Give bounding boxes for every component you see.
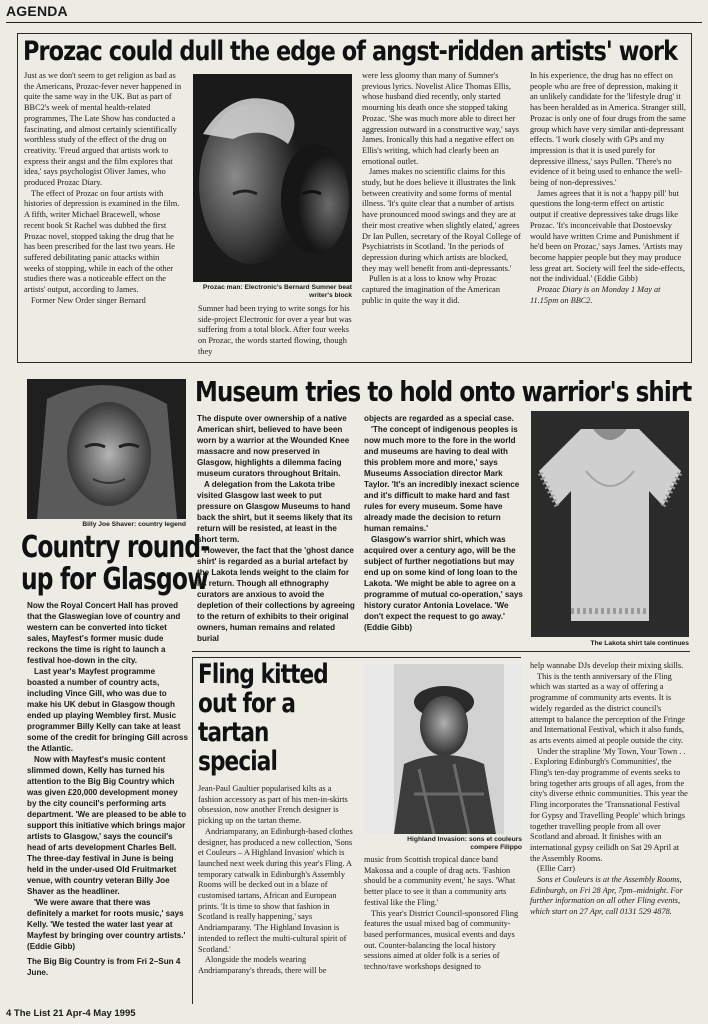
fling-headline-line-4: special	[198, 746, 277, 777]
prozac-column-2: Sumner had been trying to write songs for his side-project Electronic for over a year but was suffering from a total block. After four weeks on Prozac, the words started flowing, though they	[198, 304, 352, 356]
lakota-caption: The Lakota shirt tale continues	[590, 640, 689, 647]
ghost-dance-shirt-art	[531, 411, 689, 637]
museum-column-2: objects are regarded as a special case. 'The concept of indigenous peoples is now much more to the fore in the world and museums are having to deal with this problem more and more,' says Museums Association director Mark Taylor. 'It's an incredibly inexact science and it's difficult to make hard and fast rules for every museum. Some have already made the decision to return human remains.' Glasgow's warrior shirt, which was acquired over a century ago, will be the subject of further negotiations but may end up on some kind of long loan to the Lakota. 'We might be able to agree on a programme of mutual co-operation,' says history curator Antonia Lovelace. 'We don't expect the request to go away.' (Eddie Gibb)	[364, 414, 523, 632]
prozac-photo	[193, 74, 352, 282]
bernard-sumner-photo-art	[193, 74, 352, 282]
fling-column-1: Jean-Paul Gaultier popularised kilts as a fashion accessory as part of his men-in-skirts obsession, now another French designer is picking up on the tartan theme. Andriamparany, an Edinburgh-based clothes designer, has produced a new collection, 'Sons et Couleurs – A Highland Invasion' which is launched next week during this year's Fling. A temporary catwalk in Edinburgh's Assembly Rooms will be decked out in a blaze of customised tartans, African and European prints. 'It is time to show that fashion in Scotland is really happening,' says Andriamparany. 'The Highland Invasion is intended to reflect the multi-cultural spirit of Scotland.' Alongside the models wearing Andriamparany's threads, there will be	[198, 784, 353, 975]
prozac-column-1: Just as we don't seem to get religion as bad as the Americans, Prozac-fever never happened in quite the same way in the UK. But as part of BBC2's week of mental health-related programmes, The Late Show has conducted a fascinating, and almost certainly scientifically worthless study of the effect of the drug on creativity. 'Freud argued that artists work to express their angst and the film explores that idea,' says psychologist Oliver James, who produced Prozac Diary. The effect of Prozac on four artists with histories of depression is examined in the film. A fifth, writer Michael Bracewell, whose recent book St Rachel was dubbed the first Prozac novel, stopped taking the drug that he has been prescribed for the last two years. He suffered debilitating panic attacks within weeks of stopping, while in each of the other studies there was a noticeable effect on the artists' output, according to James. Former New Order singer Bernard	[24, 71, 182, 305]
museum-column-1: The dispute over ownership of a native American shirt, believed to have been worn by a warrior at the Wounded Knee massacre and now preserved in Glasgow, highlights a dilemma facing museum curators throughout Britain. A delegation from the Lakota tribe visited Glasgow last week to put pressure on Glasgow Museums to hand back the shirt, but it seems likely that its return will be resisted, at least in the short term. However, the fact that the 'ghost dance shirt' is regarded as a burial artefact by the Lakota lends weight to the claim for its return. Though all ethnography curators are anxious to avoid the depletion of their collections by agreeing to the return of exhibits to their original owners, human remains and related burial	[197, 414, 355, 643]
country-headline-line-2: up for Glasgow	[21, 562, 208, 597]
page-footer: 4 The List 21 Apr-4 May 1995	[6, 1008, 136, 1019]
fling-column-2: music from Scottish tropical dance band Makossa and a couple of drag acts. 'Fashion should be a community event,' he says. 'What better place to see it than a community arts festival like the Fling.' This year's District Council-sponsored Fling features the usual mixed bag of community-based performances, musical events and days out. Counter-balancing the local history sessions aimed at older folk is a series of techno/rave workshops designed to	[364, 855, 519, 972]
country-headline-line-1: Country round-	[21, 530, 210, 565]
top-rule	[6, 22, 702, 23]
prozac-column-3: were less gloomy than many of Sumner's previous lyrics. Novelist Alice Thomas Ellis, whose husband died recently, only started mourning his death once she stopped taking Prozac. 'She was much more able to direct her aggression outward in a constructive way,' says James. Ironically this had a negative effect on Ellis's writing, which had clearly been an emotional outlet. James makes no scientific claims for this study, but he does believe it illustrates the link between creativity and some forms of mental illness. 'It's quite clear that a number of artists have pronounced mood swings and they are at their most creative when slightly elated,' agrees Dr Ian Pullen, secretary of the Royal College of Psychiatrists in Scotland. 'In the periods of depression during which artists are blocked, they may well benefit from anti-depressants.' Pullen is at a loss to know why Prozac captured the imagination of the American public in quite the way it did.	[362, 71, 521, 305]
prozac-column-4: In his experience, the drug has no effect on people who are free of depression, making it an unlikely candidate for the 'lifestyle drug' it has been heralded as in America. Stranger still, Prozac is only one of four drugs from the same group which have very similar anti-depressant effects. 'I work closely with GPs and my impression is that it is used purely for depressive illness,' says Pullen. 'There's no evidence of it being used to enhance the well-being of non-depressives.' James agrees that it is not a 'happy pill' but questions the long-term effect on artistic output if creative depressives take drugs like Prozac. 'It's inconceivable that Dostoevsky would have written Crime and Punishment if he'd been on Prozac,' says James. 'Artists may become happier people but they may produce less great art. Society will feel the side-effects, not the individual.' (Eddie Gibb) Prozac Diary is on Monday 1 May at 11.15pm on BBC2.	[530, 71, 686, 305]
fling-column-3: help wannabe DJs develop their mixing skills. This is the tenth anniversary of the Fling which was started as a way of offering a programme of community arts events. It is widely regarded as the district council's attempt to balance the perception of the Fringe and International Festival, which it also funds, as arts events aimed at people outside the city. Under the strapline 'My Town, Your Town . . . Exploring Edinburgh's Communities', the Fling's ten-day programme of events seeks to bring together arts groups of all ages, from the city's diverse ethnic communities. This year the Fling incorporates the 'Transnational Festival for Gypsy and Travelling People' which brings together travelling people from all over Scotland and abroad. It finishes with an international gypsy ceilidh on Sat 29 April at the Assembly Rooms. (Ellie Carr) Sons et Couleurs is at the Assembly Rooms, Edinburgh, on Fri 28 Apr, 7pm–midnight. For further information on all other Fling events, which start on 27 Apr, call 0131 529 4878.	[530, 661, 688, 917]
fling-headline-line-1: Fling kitted	[198, 659, 328, 690]
fling-caption-line-1: Highland Invasion: sons et couleurs	[407, 836, 522, 843]
fling-headline-line-2: out for a	[198, 688, 296, 719]
filippo-photo-art	[364, 664, 522, 834]
billy-joe-shaver-photo	[27, 379, 186, 519]
section-label: AGENDA	[6, 3, 68, 19]
country-body: Now the Royal Concert Hall has proved that the Glaswegian love of country and western can be converted into ticket sales, Mayfest's former music dude reckons the time is right to launch a festival hoe-down in the city. Last year's Mayfest programme boasted a number of country acts, including Vince Gill, who was due to make his UK debut in Glasgow though ended up playing Wembley first. Music programmer Billy Kelly can take at least some of the credit for bringing Gill across the Atlantic. Now with Mayfest's music content slimmed down, Kelly has turned his attention to the Big Big Country which was given £20,000 development money by the city council's performing arts department. 'We are pleased to be able to support this initiative which brings major artists to Glasgow,' says the council's head of arts development Charles Bell. The three-day festival in June is being held in the under-used Old Fruitmarket venue, with country veteran Billy Joe Shaver as the headliner. 'We were aware that there was definitely a market for roots music,' says Kelly. 'We tested the water last year at Mayfest by bringing over country artists.' (Eddie Gibb) The Big Big Country is from Fri 2–Sun 4 June.	[27, 601, 188, 977]
museum-headline: Museum tries to hold onto warrior's shirt	[195, 375, 692, 408]
fling-headline-line-3: tartan	[198, 717, 269, 748]
country-caption: Billy Joe Shaver: country legend	[82, 521, 186, 528]
prozac-caption: Prozac man: Electronic's Bernard Sumner beat writer's block	[202, 284, 352, 300]
fling-caption	[364, 836, 522, 852]
fling-caption-line-2: compere Filippo	[470, 844, 522, 852]
lakota-shirt-photo	[531, 411, 689, 637]
prozac-headline: Prozac could dull the edge of angst-ridden artists' work	[23, 36, 678, 67]
fling-photo	[364, 664, 522, 834]
billy-joe-shaver-photo-art	[27, 379, 186, 519]
